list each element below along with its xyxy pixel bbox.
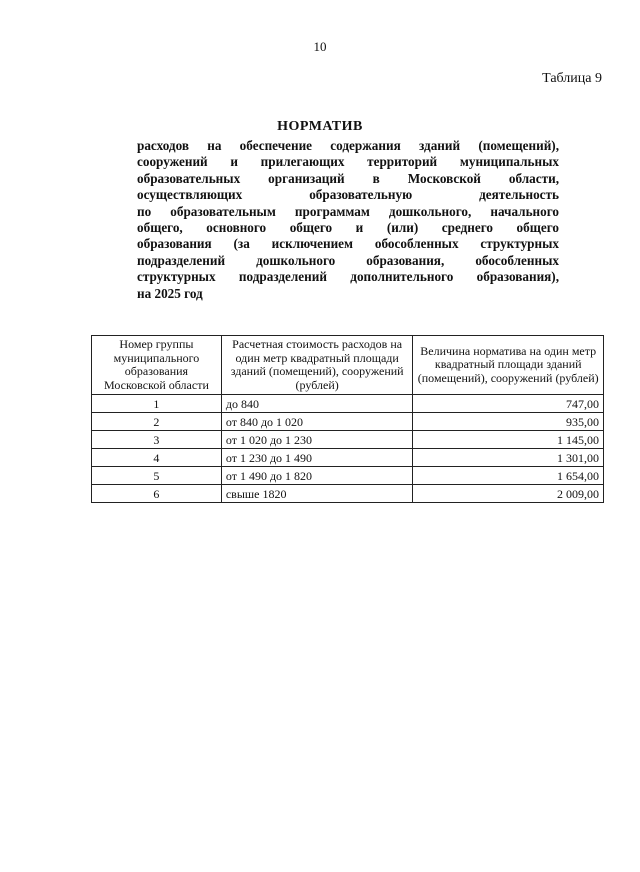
cell-norm-value: 935,00 (413, 413, 604, 431)
page-number: 10 (313, 39, 327, 54)
table-row (92, 413, 604, 431)
table-row (92, 449, 604, 467)
cell-group-number: 2 (92, 413, 222, 431)
subtitle-line: на 2025 год (137, 285, 203, 301)
subtitle-line: образовательных организаций в Московской области, (137, 170, 559, 186)
subtitle-line: подразделений дошкольного образования, обособленных (137, 252, 559, 268)
norm-table (91, 335, 604, 503)
header-group-number: Номер группы муниципального образования Московской области (92, 336, 222, 395)
cell-cost-range: свыше 1820 (221, 485, 413, 503)
cell-group-number: 3 (92, 431, 222, 449)
cell-cost-range: до 840 (221, 395, 413, 413)
cell-cost-range: от 1 020 до 1 230 (221, 431, 413, 449)
table-row (92, 485, 604, 503)
cell-cost-range: от 1 230 до 1 490 (221, 449, 413, 467)
cell-cost-range: от 1 490 до 1 820 (221, 467, 413, 485)
table-row (92, 467, 604, 485)
cell-norm-value: 1 145,00 (413, 431, 604, 449)
subtitle-line: структурных подразделений дополнительного образования), (137, 269, 559, 285)
cell-group-number: 1 (92, 395, 222, 413)
header-norm-value: Величина норматива на один метр квадратный площади зданий (помещений), сооружений (рублей) (413, 336, 604, 395)
table-header-row (92, 336, 604, 395)
document-subtitle (137, 138, 559, 302)
cell-norm-value: 2 009,00 (413, 485, 604, 503)
table-row (92, 431, 604, 449)
subtitle-line: осуществляющих образовательную деятельность (137, 187, 559, 203)
subtitle-line: образования (за исключением обособленных структурных (137, 236, 559, 252)
header-estimated-cost: Расчетная стоимость расходов на один метр квадратный площади зданий (помещений), сооружений (рублей) (221, 336, 413, 395)
table-label: Таблица 9 (542, 71, 602, 86)
subtitle-line: по образовательным программам дошкольного, начального (137, 203, 559, 219)
table-header (92, 336, 604, 395)
cell-cost-range: от 840 до 1 020 (221, 413, 413, 431)
table-row (92, 395, 604, 413)
subtitle-line: сооружений и прилегающих территорий муниципальных (137, 154, 559, 170)
cell-group-number: 6 (92, 485, 222, 503)
subtitle-line: общего, основного общего и (или) среднего общего (137, 220, 559, 236)
cell-norm-value: 1 654,00 (413, 467, 604, 485)
cell-group-number: 4 (92, 449, 222, 467)
cell-norm-value: 1 301,00 (413, 449, 604, 467)
subtitle-line: расходов на обеспечение содержания зданий (помещений), (137, 138, 559, 153)
cell-group-number: 5 (92, 467, 222, 485)
document-title: НОРМАТИВ (277, 119, 363, 134)
cell-norm-value: 747,00 (413, 395, 604, 413)
table-body (92, 395, 604, 503)
